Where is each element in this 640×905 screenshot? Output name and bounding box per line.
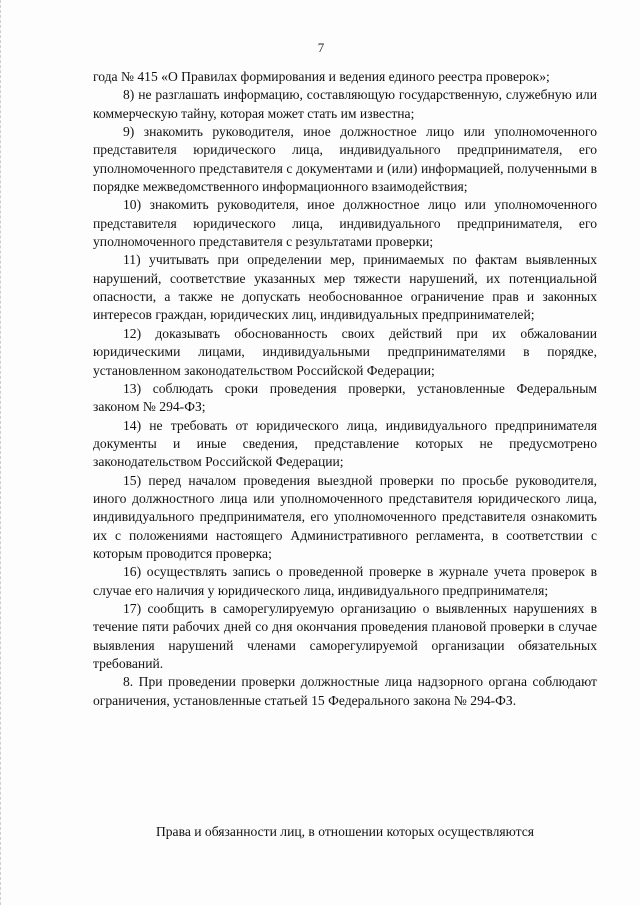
- paragraph-item-13: 13) соблюдать сроки проведения проверки, установленные Федеральным законом № 294-ФЗ;: [93, 380, 597, 415]
- document-body: [93, 68, 597, 710]
- paragraph-item-12: 12) доказывать обоснованность своих действий при их обжаловании юридическими лицами, индивидуальными предпринимателями в порядке, установленном законодательством Российской Федерации;: [93, 325, 597, 378]
- paragraph-item-17: 17) сообщить в саморегулируемую организацию о выявленных нарушениях в течение пяти рабочих дней со дня окончания проведения плановой проверки в случае выявления нарушений членами саморегулируемой организации обязательных требований.: [93, 600, 597, 671]
- paragraph-continuation: года № 415 «О Правилах формирования и ведения единого реестра проверок»;: [93, 69, 550, 84]
- paragraph-item-11: 11) учитывать при определении мер, принимаемых по фактам выявленных нарушений, соответствие указанных мер тяжести нарушений, их потенциальной опасности, а также не допускать необоснованное ограничение прав и законных интересов граждан, юридических лиц, индивидуальных предпринимателей;: [93, 252, 597, 323]
- paragraph-item-16: 16) осуществлять запись о проведенной проверке в журнале учета проверок в случае его наличия у юридического лица, индивидуального предпринимателя;: [93, 564, 597, 598]
- section-heading: Права и обязанности лиц, в отношении которых осуществляются: [155, 824, 535, 839]
- paragraph-item-9: 9) знакомить руководителя, иное должностное лицо или уполномоченного представителя юридического лица, индивидуального предпринимателя, его уполномоченного представителя с документами и (или) информацией, полученными в порядке межведомственного информационного взаимодействия;: [93, 124, 597, 195]
- paragraph-section-8: 8. При проведении проверки должностные лица надзорного органа соблюдают ограничения, установленные статьей 15 Федерального закона № 294-ФЗ.: [93, 674, 597, 708]
- paragraph-item-10: 10) знакомить руководителя, иное должностное лицо или уполномоченного представителя юридического лица, индивидуального предпринимателя, его уполномоченного представителя с результатами проверки;: [93, 197, 597, 250]
- paragraph-item-14: 14) не требовать от юридического лица, индивидуального предпринимателя документы и иные сведения, представление которых не предусмотрено законодательством Российской Федерации;: [93, 417, 597, 470]
- paragraph-item-15: 15) перед началом проведения выездной проверки по просьбе руководителя, иного должностного лица или уполномоченного представителя юридического лица, индивидуального предпринимателя, его уполномоченного представителя ознакомить их с положениями настоящего Административного регламента, в соответствии с которым проводится проверка;: [93, 472, 597, 561]
- page-number: 7: [317, 40, 325, 55]
- paragraph-item-8: 8) не разглашать информацию, составляющую государственную, служебную или коммерческую тайну, которая может стать им известна;: [93, 87, 597, 121]
